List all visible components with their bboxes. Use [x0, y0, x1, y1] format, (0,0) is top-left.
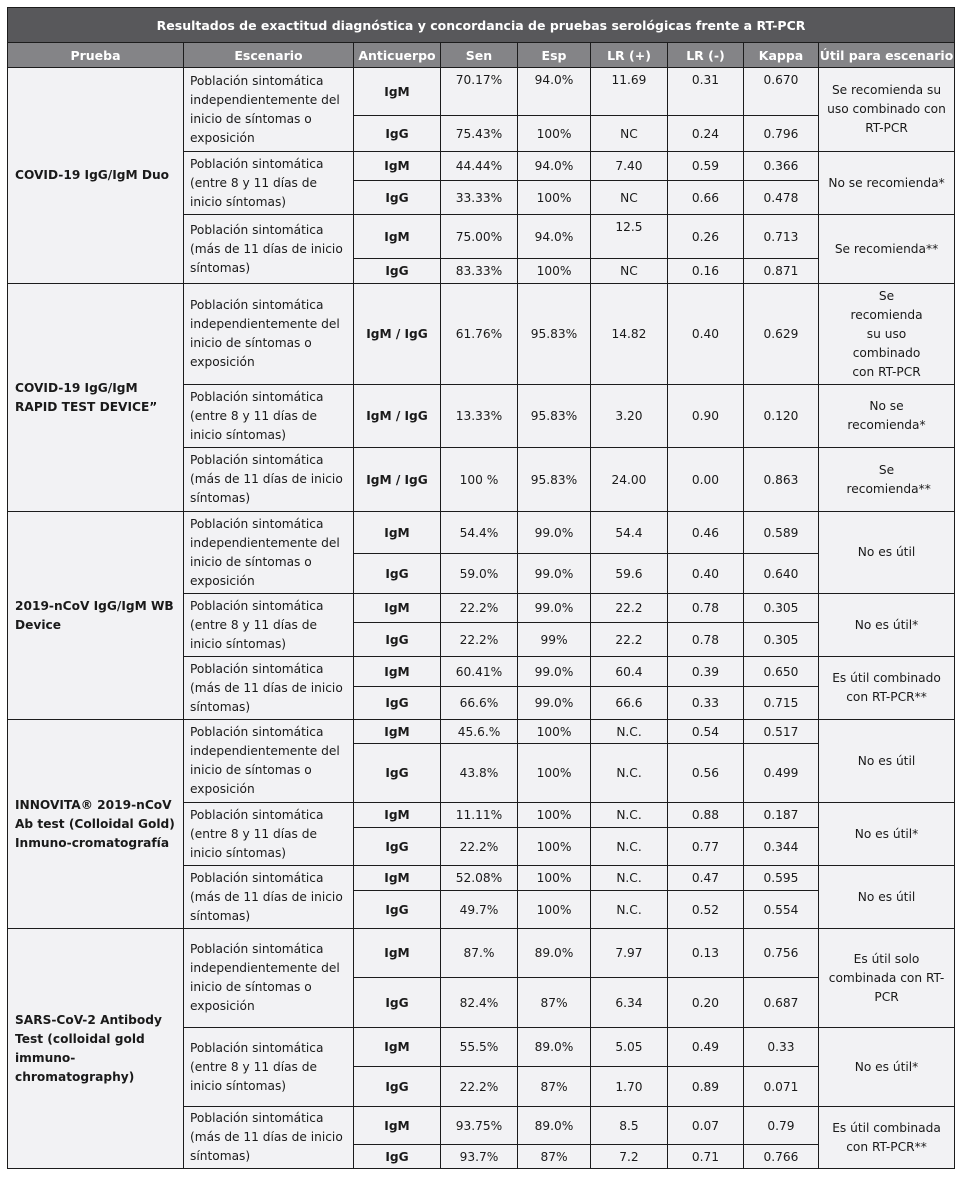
sen-cell: 11.11%	[441, 803, 518, 828]
esp-cell: 94.0%	[518, 215, 591, 259]
anticuerpo-cell: IgG	[354, 116, 441, 152]
lrn-cell: 0.26	[668, 215, 744, 259]
esp-cell: 99.0%	[518, 554, 591, 594]
esp-cell: 99%	[518, 623, 591, 657]
lrp-cell: N.C.	[591, 720, 668, 744]
anticuerpo-cell: IgM	[354, 657, 441, 687]
kappa-cell: 0.478	[744, 181, 819, 215]
escenario-cell: Población sintomática (entre 8 y 11 días de inicio síntomas)	[184, 594, 354, 657]
kappa-cell: 0.871	[744, 259, 819, 284]
sen-cell: 52.08%	[441, 866, 518, 891]
table-row	[8, 720, 955, 744]
table-row	[8, 68, 955, 116]
lrn-cell: 0.13	[668, 929, 744, 978]
kappa-cell: 0.305	[744, 623, 819, 657]
lrn-cell: 0.00	[668, 448, 744, 512]
util-text: Es útil combinado con RT-PCR**	[832, 671, 941, 704]
anticuerpo-cell: IgM	[354, 1028, 441, 1067]
util-text: No es útil*	[854, 1059, 919, 1074]
sen-cell: 61.76%	[441, 284, 518, 385]
escenario-cell: Población sintomática (más de 11 días de inicio síntomas)	[184, 215, 354, 284]
col-header-lr-neg: LR (-)	[668, 43, 744, 68]
lrn-cell: 0.16	[668, 259, 744, 284]
lrn-cell: 0.59	[668, 152, 744, 181]
kappa-cell: 0.33	[744, 1028, 819, 1067]
kappa-cell: 0.713	[744, 215, 819, 259]
lrp-cell: NC	[591, 116, 668, 152]
anticuerpo-cell: IgM / IgG	[354, 385, 441, 448]
sen-cell: 22.2%	[441, 1067, 518, 1107]
esp-cell: 95.83%	[518, 284, 591, 385]
kappa-cell: 0.589	[744, 512, 819, 554]
lrp-cell: 22.2	[591, 594, 668, 623]
esp-cell: 89.0%	[518, 1028, 591, 1067]
util-text: No es útil	[857, 545, 916, 559]
results-table	[7, 7, 955, 1169]
esp-cell: 87%	[518, 978, 591, 1028]
sen-cell: 33.33%	[441, 181, 518, 215]
util-cell	[819, 385, 955, 448]
util-text: No se recomienda*	[847, 399, 926, 432]
util-cell	[819, 215, 955, 284]
escenario-cell: Población sintomática independientemente del inicio de síntomas o exposición	[184, 720, 354, 803]
kappa-cell: 0.120	[744, 385, 819, 448]
esp-cell: 94.0%	[518, 68, 591, 116]
prueba-cell: INNOVITA® 2019-nCoV Ab test (Colloidal Gold) Inmuno-cromatografía	[8, 720, 184, 929]
util-cell	[819, 152, 955, 215]
util-text: No es útil*	[854, 826, 919, 841]
col-header-escenario: Escenario	[184, 43, 354, 68]
lrn-cell: 0.49	[668, 1028, 744, 1067]
anticuerpo-cell: IgM	[354, 152, 441, 181]
escenario-cell: Población sintomática independientemente del inicio de síntomas o exposición	[184, 512, 354, 594]
kappa-cell: 0.756	[744, 929, 819, 978]
lrn-cell: 0.66	[668, 181, 744, 215]
util-cell	[819, 594, 955, 657]
sen-cell: 70.17%	[441, 68, 518, 116]
esp-cell: 100%	[518, 720, 591, 744]
util-cell	[819, 866, 955, 929]
escenario-cell: Población sintomática independientemente del inicio de síntomas o exposición	[184, 68, 354, 152]
lrp-cell: 14.82	[591, 284, 668, 385]
anticuerpo-cell: IgG	[354, 1067, 441, 1107]
anticuerpo-cell: IgM	[354, 594, 441, 623]
col-header-anticuerpo: Anticuerpo	[354, 43, 441, 68]
anticuerpo-cell: IgM	[354, 215, 441, 259]
anticuerpo-cell: IgM / IgG	[354, 284, 441, 385]
sen-cell: 22.2%	[441, 828, 518, 866]
escenario-cell: Población sintomática (entre 8 y 11 días de inicio síntomas)	[184, 385, 354, 448]
esp-cell: 100%	[518, 803, 591, 828]
anticuerpo-cell: IgG	[354, 687, 441, 720]
lrn-cell: 0.33	[668, 687, 744, 720]
lrp-cell: 59.6	[591, 554, 668, 594]
util-cell	[819, 512, 955, 594]
anticuerpo-cell: IgG	[354, 744, 441, 803]
lrn-cell: 0.78	[668, 623, 744, 657]
kappa-cell: 0.366	[744, 152, 819, 181]
kappa-cell: 0.305	[744, 594, 819, 623]
escenario-cell: Población sintomática (entre 8 y 11 días de inicio síntomas)	[184, 1028, 354, 1107]
esp-cell: 95.83%	[518, 385, 591, 448]
esp-cell: 100%	[518, 891, 591, 929]
escenario-cell: Población sintomática (más de 11 días de inicio síntomas)	[184, 657, 354, 720]
sen-cell: 54.4%	[441, 512, 518, 554]
col-header-kappa: Kappa	[744, 43, 819, 68]
esp-cell: 95.83%	[518, 448, 591, 512]
sen-cell: 13.33%	[441, 385, 518, 448]
util-cell	[819, 284, 955, 385]
util-text: No es útil	[857, 753, 916, 768]
sen-cell: 93.7%	[441, 1145, 518, 1169]
sen-cell: 100 %	[441, 448, 518, 512]
escenario-cell: Población sintomática (más de 11 días de inicio síntomas)	[184, 1107, 354, 1169]
lrp-cell: N.C.	[591, 891, 668, 929]
util-text: Se recomienda su uso combinado con RT-PCR	[827, 83, 946, 135]
kappa-cell: 0.766	[744, 1145, 819, 1169]
lrn-cell: 0.88	[668, 803, 744, 828]
lrp-cell: 66.6	[591, 687, 668, 720]
header-row	[8, 43, 955, 68]
anticuerpo-cell: IgM / IgG	[354, 448, 441, 512]
esp-cell: 99.0%	[518, 594, 591, 623]
col-header-util: Útil para escenario	[819, 43, 955, 68]
col-header-esp: Esp	[518, 43, 591, 68]
anticuerpo-cell: IgM	[354, 720, 441, 744]
escenario-cell: Población sintomática (entre 8 y 11 días de inicio síntomas)	[184, 803, 354, 866]
util-text: Es útil solo combinada con RT-PCR	[828, 951, 945, 1004]
lrn-cell: 0.46	[668, 512, 744, 554]
util-text: Se recomienda**	[846, 462, 931, 496]
prueba-cell: COVID-19 IgG/IgM Duo	[8, 68, 184, 284]
util-cell	[819, 929, 955, 1028]
anticuerpo-cell: IgG	[354, 891, 441, 929]
esp-cell: 99.0%	[518, 657, 591, 687]
kappa-cell: 0.715	[744, 687, 819, 720]
util-cell	[819, 448, 955, 512]
lrn-cell: 0.89	[668, 1067, 744, 1107]
table-body	[8, 68, 955, 1169]
lrn-cell: 0.40	[668, 284, 744, 385]
lrp-cell: 7.2	[591, 1145, 668, 1169]
util-text: Se recomienda su uso combinado con RT-PCR	[850, 288, 923, 379]
util-cell	[819, 1028, 955, 1107]
esp-cell: 94.0%	[518, 152, 591, 181]
col-header-lr-pos: LR (+)	[591, 43, 668, 68]
sen-cell: 60.41%	[441, 657, 518, 687]
lrp-cell: 7.97	[591, 929, 668, 978]
table-row	[8, 929, 955, 978]
lrn-cell: 0.78	[668, 594, 744, 623]
lrp-cell: 3.20	[591, 385, 668, 448]
kappa-cell: 0.796	[744, 116, 819, 152]
util-text: Es útil combinada con RT-PCR**	[832, 1120, 941, 1154]
util-cell	[819, 720, 955, 803]
lrn-cell: 0.07	[668, 1107, 744, 1145]
anticuerpo-cell: IgG	[354, 1145, 441, 1169]
anticuerpo-cell: IgM	[354, 512, 441, 554]
lrp-cell: N.C.	[591, 744, 668, 803]
esp-cell: 87%	[518, 1145, 591, 1169]
table-row	[8, 512, 955, 554]
sen-cell: 87.%	[441, 929, 518, 978]
table-title: Resultados de exactitud diagnóstica y concordancia de pruebas serológicas frente a RT-PCR	[8, 8, 955, 43]
lrp-cell: 54.4	[591, 512, 668, 554]
sen-cell: 59.0%	[441, 554, 518, 594]
sen-cell: 22.2%	[441, 623, 518, 657]
kappa-cell: 0.344	[744, 828, 819, 866]
anticuerpo-cell: IgM	[354, 929, 441, 978]
util-cell	[819, 68, 955, 152]
lrn-cell: 0.56	[668, 744, 744, 803]
anticuerpo-cell: IgM	[354, 866, 441, 891]
lrp-cell: N.C.	[591, 866, 668, 891]
lrn-cell: 0.24	[668, 116, 744, 152]
esp-cell: 89.0%	[518, 1107, 591, 1145]
lrn-cell: 0.40	[668, 554, 744, 594]
util-cell	[819, 803, 955, 866]
lrp-cell: N.C.	[591, 828, 668, 866]
lrn-cell: 0.77	[668, 828, 744, 866]
esp-cell: 99.0%	[518, 512, 591, 554]
prueba-cell: COVID-19 IgG/IgM RAPID TEST DEVICE”	[8, 284, 184, 512]
anticuerpo-cell: IgM	[354, 803, 441, 828]
util-cell	[819, 1107, 955, 1169]
sen-cell: 55.5%	[441, 1028, 518, 1067]
kappa-cell: 0.79	[744, 1107, 819, 1145]
util-text: No se recomienda*	[828, 175, 945, 190]
escenario-cell: Población sintomática (entre 8 y 11 días de inicio síntomas)	[184, 152, 354, 215]
col-header-sen: Sen	[441, 43, 518, 68]
kappa-cell: 0.554	[744, 891, 819, 929]
lrp-cell: 1.70	[591, 1067, 668, 1107]
escenario-cell: Población sintomática independientemente del inicio de síntomas o exposición	[184, 929, 354, 1028]
lrp-cell: 12.5	[591, 215, 668, 259]
kappa-cell: 0.071	[744, 1067, 819, 1107]
anticuerpo-cell: IgG	[354, 828, 441, 866]
sen-cell: 43.8%	[441, 744, 518, 803]
kappa-cell: 0.863	[744, 448, 819, 512]
anticuerpo-cell: IgG	[354, 623, 441, 657]
anticuerpo-cell: IgG	[354, 181, 441, 215]
table-row	[8, 284, 955, 385]
lrn-cell: 0.20	[668, 978, 744, 1028]
sen-cell: 75.00%	[441, 215, 518, 259]
util-text: No es útil*	[854, 617, 919, 632]
kappa-cell: 0.595	[744, 866, 819, 891]
anticuerpo-cell: IgG	[354, 978, 441, 1028]
lrp-cell: 24.00	[591, 448, 668, 512]
lrp-cell: 22.2	[591, 623, 668, 657]
esp-cell: 100%	[518, 116, 591, 152]
prueba-cell: SARS-CoV-2 Antibody Test (colloidal gold immuno-chromatography)	[8, 929, 184, 1169]
esp-cell: 100%	[518, 828, 591, 866]
lrn-cell: 0.47	[668, 866, 744, 891]
anticuerpo-cell: IgM	[354, 68, 441, 116]
escenario-cell: Población sintomática (más de 11 días de inicio síntomas)	[184, 866, 354, 929]
prueba-cell: 2019-nCoV IgG/IgM WB Device	[8, 512, 184, 720]
lrn-cell: 0.31	[668, 68, 744, 116]
escenario-cell: Población sintomática (más de 11 días de inicio síntomas)	[184, 448, 354, 512]
sen-cell: 44.44%	[441, 152, 518, 181]
sen-cell: 66.6%	[441, 687, 518, 720]
sen-cell: 83.33%	[441, 259, 518, 284]
lrp-cell: N.C.	[591, 803, 668, 828]
lrn-cell: 0.39	[668, 657, 744, 687]
anticuerpo-cell: IgG	[354, 259, 441, 284]
escenario-cell: Población sintomática independientemente del inicio de síntomas o exposición	[184, 284, 354, 385]
sen-cell: 45.6.%	[441, 720, 518, 744]
lrp-cell: 5.05	[591, 1028, 668, 1067]
sen-cell: 75.43%	[441, 116, 518, 152]
lrp-cell: NC	[591, 181, 668, 215]
lrp-cell: 11.69	[591, 68, 668, 116]
lrp-cell: 7.40	[591, 152, 668, 181]
esp-cell: 100%	[518, 181, 591, 215]
lrp-cell: 8.5	[591, 1107, 668, 1145]
esp-cell: 99.0%	[518, 687, 591, 720]
kappa-cell: 0.670	[744, 68, 819, 116]
col-header-prueba: Prueba	[8, 43, 184, 68]
kappa-cell: 0.650	[744, 657, 819, 687]
lrp-cell: 6.34	[591, 978, 668, 1028]
esp-cell: 87%	[518, 1067, 591, 1107]
sen-cell: 93.75%	[441, 1107, 518, 1145]
kappa-cell: 0.640	[744, 554, 819, 594]
lrp-cell: 60.4	[591, 657, 668, 687]
util-text: Se recomienda**	[834, 241, 939, 256]
kappa-cell: 0.629	[744, 284, 819, 385]
esp-cell: 100%	[518, 744, 591, 803]
lrn-cell: 0.52	[668, 891, 744, 929]
lrp-cell: NC	[591, 259, 668, 284]
anticuerpo-cell: IgG	[354, 554, 441, 594]
kappa-cell: 0.499	[744, 744, 819, 803]
lrn-cell: 0.90	[668, 385, 744, 448]
sen-cell: 49.7%	[441, 891, 518, 929]
kappa-cell: 0.187	[744, 803, 819, 828]
kappa-cell: 0.687	[744, 978, 819, 1028]
util-text: No es útil	[857, 889, 916, 904]
lrn-cell: 0.71	[668, 1145, 744, 1169]
anticuerpo-cell: IgM	[354, 1107, 441, 1145]
sen-cell: 82.4%	[441, 978, 518, 1028]
kappa-cell: 0.517	[744, 720, 819, 744]
util-cell	[819, 657, 955, 720]
esp-cell: 100%	[518, 259, 591, 284]
esp-cell: 100%	[518, 866, 591, 891]
sen-cell: 22.2%	[441, 594, 518, 623]
esp-cell: 89.0%	[518, 929, 591, 978]
lrn-cell: 0.54	[668, 720, 744, 744]
